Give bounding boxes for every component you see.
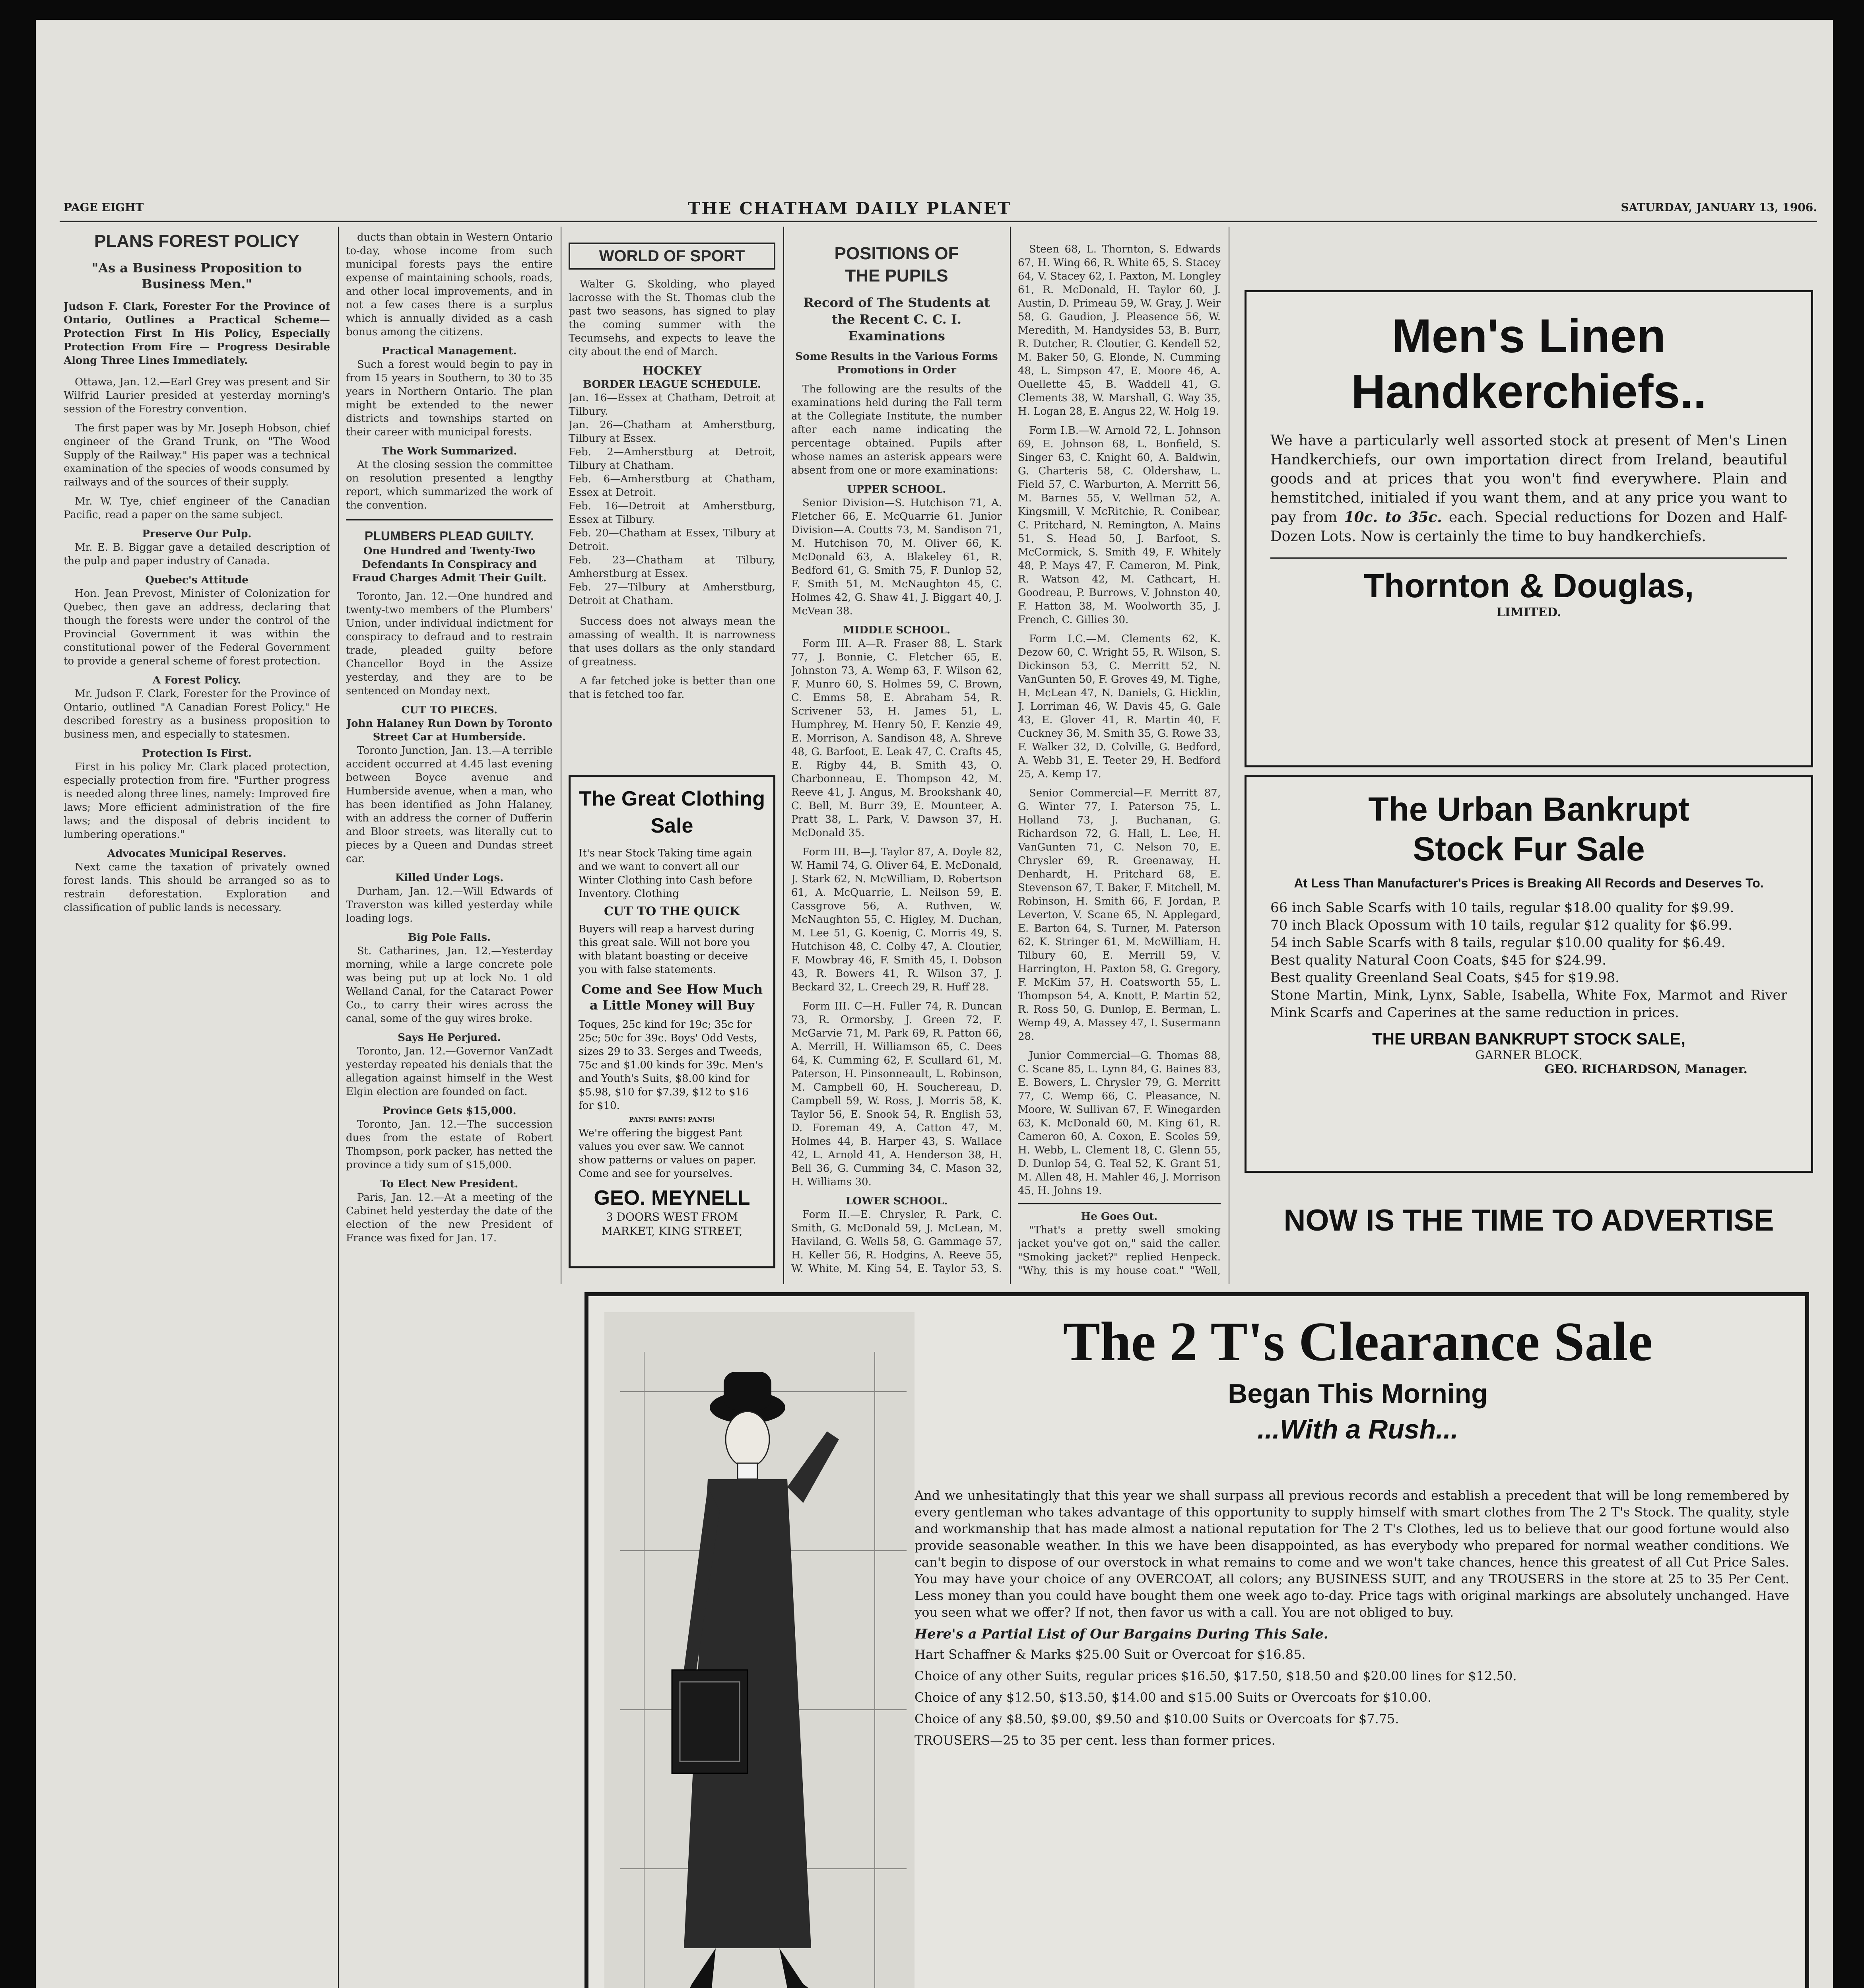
trudell-sub2: ...With a Rush... [1257,1414,1458,1444]
trudell-list-item: Choice of any other Suits, regular prices $16.50, $17.50, $18.50 and $20.00 lines for $12.50. [915,1668,1517,1683]
paper-title: THE CHATHAM DAILY PLANET [688,199,1012,218]
article-paragraph: At the closing session the committee on resolution presented a lengthy report, which summarized the work of the convention. [346,459,553,511]
article-paragraph: Next came the taxation of privately owned forest lands. This should be arranged so as to restrain deforestation. Exploration and classification of public lands is necessary. [64,861,330,914]
meynell-title: The Great Clothing Sale [579,787,765,837]
thornton-ad [1245,290,1813,767]
article-paragraph: The first paper was by Mr. Joseph Hobson, chief engineer of the Grand Trunk, on "The Wood Supply of the Railway." His paper was a technical examination of the species of woods consumed by railways and of the sources of their supply. [64,422,330,488]
article-paragraph: Success does not always mean the amassing of wealth. It is narrowness that uses dollars as the only standard of greatness. [569,615,775,668]
article-paragraph: Such a forest would begin to pay in from 15 years in Southern, to 30 to 35 years in Northern Ontario. The plan might be extended to the newer districts and townships started on their career with municipal forests. [346,359,553,438]
article-headline: PLANS FOREST POLICY [94,231,299,251]
article-subhead: Advocates Municipal Reserves. [107,848,287,860]
trudell-list [915,1644,1789,1751]
schedule-item: Feb. 16—Detroit at Amherstburg, Essex at Tilbury. [569,500,775,526]
article-paragraph: Mr. W. Tye, chief engineer of the Canadian Pacific, read a paper on the same subject. [64,495,330,521]
trudell-body-block [915,1487,1789,1972]
article-subhead: Killed Under Logs. [395,872,504,884]
pupils-headline: POSITIONS OF [834,244,959,263]
results-list: Form I.C.—M. Clements 62, K. Dezow 60, C. Wright 55, R. Wilson, S. Dickinson 53, C. Merritt 52, N. VanGunten 50, F. Groves 49, M. Tighe, H. McLean 47, N. Daniels, G. Hicklin, J. Lorriman 46, W. Davis 45, G. Gale 43, E. Glover 41, R. Martin 40, F. Cuckney 36, M. Smith 35, G. Rowe 33, F. Walker 32, D. Colville, G. Bedford, A. Webb 31, E. Teeter 29, H. Bedford 25, A. Kemp 17. [1018,633,1221,780]
joke-title: He Goes Out. [1081,1211,1158,1223]
article-paragraph: Ottawa, Jan. 12.—Earl Grey was present and Sir Wilfrid Laurier presided at yesterday morning's session of the Forestry convention. [64,376,330,415]
meynell-pants: PANTS! PANTS! PANTS! [629,1116,715,1123]
trudell-list-item: Choice of any $12.50, $13.50, $14.00 and $15.00 Suits or Overcoats for $10.00. [915,1690,1432,1705]
meynell-body: Buyers will reap a harvest during this great sale. Will not bore you with blatant boasting or deceive you with false statements. [579,923,754,976]
urban-footer-title: THE URBAN BANKRUPT STOCK SALE, [1372,1029,1685,1048]
trudell-ad [584,1292,1809,1988]
article-subhead: Big Pole Falls. [408,932,491,944]
article-paragraph: St. Catharines, Jan. 12.—Yesterday morning, while a large concrete pole was being put up at lock No. 1 old Welland Canal, for the Cataract Power Co., to carry their wires across the canal, some of the guy wires broke. [346,945,553,1025]
results-list: Form I.B.—W. Arnold 72, L. Johnson 69, E. Johnson 68, L. Bonfield, S. Singer 63, C. Knight 60, A. Baldwin, G. Charteris 58, C. Oldershaw, L. Field 57, C. Warburton, A. Merritt 56, M. Barnes 55, V. Wellman 52, A. Kingsmill, V. McRitchie, R. Conibear, C. Pritchard, N. Remington, A. Mains 51, S. Head 50, J. Barfoot, S. McCormick, S. Smith 49, F. Whitely 48, P. Mays 47, F. Cameron, M. Pink, R. Watson 42, M. Cathcart, H. Goodreau, P. Burrows, V. Johnston 40, F. Hatton 38, M. Woolworth 35, J. French, C. Gillies 30. [1018,425,1221,626]
article-paragraph: ducts than obtain in Western Ontario to-day, whose income from such municipal forests pays the entire expense of maintaining schools, roads, and other local improvements, and in not a few cases there is a surplus which is annually divided as a cash bonus among the citizens. [346,231,553,338]
thornton-body-text-2: each. Special reductions for Dozen and Half-Dozen Lots. Now is certainly the time to buy handkerchiefs. [1270,509,1788,545]
meynell-intro: It's near Stock Taking time again and we want to convert all our Winter Clothing into Cash before Inventory. Clothing [579,847,753,900]
thornton-body-text: We have a particularly well assorted stock at present of Men's Linen Handkerchiefs, our own importation direct from Ireland, beautiful goods and at prices that you won't find everywhere. Plain and hemstitched, initialed if you want them, and at any price you want to pay from [1270,433,1787,526]
results-list: Junior Commercial—G. Thomas 88, C. Scane 85, L. Lynn 84, G. Baines 83, E. Bowers, L. Chrysler 79, G. Merritt 77, C. Wemp 66, C. Pleasance, N. Moore, W. Sullivan 67, F. Winegarden 63, K. McDonald 60, M. King 61, R. Cameron 60, A. Coxon, E. Scoles 59, H. Webb, L. Clement 18, C. Glenn 55, D. Dunlop 54, G. Teal 52, K. Grant 51, M. Allen 48, H. Mahler 46, J. Morrison 45, H. Johns 19. [1018,1050,1221,1197]
schedule-list [569,391,775,608]
joke-text: "That's a pretty swell smoking jacket you've got on," said the caller. "Smoking jacket?" replied Henpeck. "Why, this is my house coat." "Well, [1018,1224,1221,1276]
article-paragraph: Durham, Jan. 12.—Will Edwards of Traverston was killed yesterday while loading logs. [346,885,553,924]
article-subhead: CUT TO PIECES. [401,704,497,716]
thornton-limited: LIMITED. [1496,606,1561,619]
school-heading: LOWER SCHOOL. [845,1195,948,1207]
masthead-rule [60,221,1817,222]
trudell-list-item: Choice of any $8.50, $9.00, $9.50 and $10.00 Suits or Overcoats for $7.75. [915,1711,1399,1726]
thornton-price: 10c. to 35c. [1344,509,1442,526]
trudell-list-item: Hart Schaffner & Marks $25.00 Suit or Overcoat for $16.85. [915,1647,1306,1662]
meynell-prices: Toques, 25c kind for 19c; 35c for 25c; 50c for 39c. Boys' Odd Vests, sizes 29 to 33. Serges and Tweeds, 75c and $1.00 kinds for 39c. Men's and Youth's Suits, $8.00 kind for $5.98, $10 for $7.39, $12 to $16 for $10. [579,1019,763,1112]
results-list: Senior Division—S. Hutchison 71, A. Fletcher 66, E. McQuarrie 61. Junior Division—A. Coutts 73, M. Sandison 71, M. Hutchison 70, M. Oliver 66, K. McDonald 63, A. Blakeley 61, R. Bedford 61, G. Smith 75, F. Dunlop 52, F. Smith 51, M. McNaughton 45, C. Holmes 42, G. Shaw 41, J. Biggart 40, J. McVean 38. [791,497,1002,617]
article-subhead: A Forest Policy. [152,674,241,686]
meynell-address: 3 DOORS WEST FROM MARKET, KING STREET, [601,1210,743,1238]
urban-tagline: At Less Than Manufacturer's Prices is Breaking All Records and Deserves To. [1294,876,1764,890]
article-subhead: Quebec's Attitude [145,574,249,586]
meynell-pants-body: We're offering the biggest Pant values you ever saw. We cannot show patterns or values on paper. Come and see for yourselves. [579,1127,756,1180]
trudell-body: And we unhesitatingly that this year we shall surpass all previous records and establish a precedent that will be long remembered by every gentleman who takes advantage of this opportunity to supply himself with smart clothes from The 2 T's Stock. The quality, style and workmanship that has made almost a national reputation for The 2 T's Clothes, led us to believe that our good fortune would also provide seasonable weather. In this we have been disappointed, as has everybody who prepared for normal weather conditions. We can't begin to dispose of our overstock in what remains to come and we won't take chances, hence this greatest of all Cut Price Sales. You may have your choice of any OVERCOAT, all colors; any BUSINESS SUIT, and any TROUSERS in the store at 25 to 35 Per Cent. Less money than you could have bought them one week ago to-day. Price tags with original markings are absolutely unchanged. Have you seen what we offer? If not, then favor us with a call. You are not obliged to buy. [915,1488,1789,1620]
issue-date: SATURDAY, JANUARY 13, 1906. [1621,201,1817,214]
article-paragraph: Toronto Junction, Jan. 13.—A terrible accident occurred at 4.45 last evening between Boyce avenue and Humberside avenue, when a man, who has been identified as John Halaney, with an address the corner of Dufferin and Bloor streets, was literally cut to pieces by a Queen and Dundas street car. [346,745,553,865]
urban-items [1270,899,1787,1021]
overcoat-man-icon [604,1312,915,1988]
trudell-title: The 2 T's Clearance Sale [1063,1311,1653,1373]
sports-headline: WORLD OF SPORT [569,243,775,270]
urban-footer-manager: GEO. RICHARDSON, Manager. [1544,1062,1748,1076]
results-list: Form III. B—J. Taylor 87, A. Doyle 82, W. Hamil 74, G. Oliver 64, E. McDonald, J. Stark 62, N. McWilliam, D. Robertson 61, A. McQuarrie, L. Neilson 59, E. Cassgrove 56, A. Ruthven, W. McNaughton 55, C. Higley, M. Duchan, M. Lee 51, G. Koenig, C. Morris 49, S. Hutchison 48, C. Colby 47, A. Cloutier, F. Mowbray 46, F. Smith 45, I. Dobson 43, R. Bowers 41, R. Wilson 37, J. Beckard 32, L. Creech 29, R. Huff 28. [791,846,1002,993]
article-subhead: To Elect New President. [380,1178,518,1190]
gentleman-illustration [604,1312,915,1988]
urban-item: 54 inch Sable Scarfs with 8 tails, regular $10.00 quality for $6.49. [1270,935,1726,951]
article-paragraph: Hon. Jean Prevost, Minister of Colonization for Quebec, then gave an address, declaring that though the forests were under the control of the Provincial Government it was within the constitutional power of the Federal Government to provide a general scheme of forest protection. [64,588,330,667]
article-subhead: Preserve Our Pulp. [142,528,252,540]
news-column-2 [346,231,553,1988]
article-subhead: Protection Is First. [142,747,252,759]
results-list: Steen 68, L. Thornton, S. Edwards 67, H. Wing 66, R. White 65, S. Stacey 64, V. Stacey 62, I. Paxton, M. Longley 61, R. McDonald, H. Taylor 60, J. Austin, D. Primeau 59, W. Gray, J. Weir 58, G. Gaudion, J. Pleasence 56, W. Meredith, M. Handysides 53, B. Burr, R. Dutcher, R. Cloutier, G. Kendell 52, M. Baker 50, G. Elonde, N. Cumming 48, L. Simpson 47, E. Moore 46, A. Ouellette 45, B. Waddell 41, G. Clements 38, W. Marshall, G. Way 35, H. Logan 28, E. Angus 22, W. Holg 19. [1018,243,1221,417]
article-subhead: The Work Summarized. [381,445,517,457]
article-subhead: Province Gets $15,000. [382,1105,516,1117]
article-deck: John Halaney Run Down by Toronto Street Car at Humberside. [346,718,553,743]
urban-footer-block: GARNER BLOCK. [1475,1048,1582,1062]
urban-item: 66 inch Sable Scarfs with 10 tails, regular $18.00 quality for $9.99. [1270,900,1734,916]
article-paragraph: Toronto, Jan. 12.—One hundred and twenty-two members of the Plumbers' Union, under individual indictment for conspiracy to defraud and to restrain trade, pleaded guilty before Chancellor Boyd in the Assize yesterday, and they are to be sentenced on Monday next. [346,590,553,697]
article-paragraph: First in his policy Mr. Clark placed protection, especially protection from fire. "Further progress is needed along three lines, namely: Improved fire laws; More efficient administration of the fire laws; and the disposal of debris incident to lumbering operations." [64,761,330,841]
thornton-body [1270,431,1787,546]
column-divider [338,227,339,1988]
urban-item: Stone Martin, Mink, Lynx, Sable, Isabella, White Fox, Marmot and River Mink Scarfs and Caperines at the same reduction in prices. [1270,987,1787,1021]
schedule-item: Jan. 16—Essex at Chatham, Detroit at Tilbury. [569,392,775,417]
results-list: Senior Commercial—F. Merritt 87, G. Winter 77, I. Paterson 75, L. Holland 73, J. Buchanan, G. Richardson 72, G. Hall, L. Lee, H. VanGunten 71, C. Nelson 70, E. Chrysler 69, R. Greenaway, H. Denhardt, H. Pritchard 68, E. Stevenson 67, T. Baker, F. Mitchell, M. Robinson, H. Smith 66, F. Jordan, P. Leverton, V. Scane 65, N. Applegard, E. Barton 64, S. Turner, M. Paterson 62, K. Stringer 61, M. McWilliam, H. Tilbury 60, E. Merrill 59, V. Harrington, H. Paxton 58, G. Gregory, F. McKim 57, H. Coatsworth 55, L. Thompson 54, A. Knott, P. Martin 52, R. Ross 50, G. Dunlop, E. Berman, L. Wemp 49, A. Massey 47, I. Susermann 28. [1018,787,1221,1043]
trudell-list-head: Here's a Partial List of Our Bargains During This Sale. [915,1626,1328,1642]
school-heading: UPPER SCHOOL. [847,483,946,495]
urban-title-2: Stock Fur Sale [1413,830,1645,868]
column-divider [783,227,784,1284]
schedule-item: Feb. 27—Tilbury at Amherstburg, Detroit at Chatham. [569,581,775,607]
trudell-sub1: Began This Morning [1228,1378,1488,1409]
article-deck: "As a Business Proposition to Business Men." [91,260,302,291]
school-heading: MIDDLE SCHOOL. [843,624,950,636]
results-list: Form III. A—R. Fraser 88, L. Stark 77, J. Bonnie, C. Fletcher 65, E. Johnston 73, A. Wemp 63, F. Wilson 62, F. Munro 60, S. Holmes 59, C. Brown, C. Emms 58, E. Abraham 54, R. Scrivener 53, H. James 51, L. Humphrey, M. Henry 50, F. Kenzie 49, E. Morrison, A. Sandison 48, A. Shreve 48, G. Barfoot, E. Leak 47, C. Crafts 45, E. Rigby 44, B. Smith 43, O. Charbonneau, E. Thompson 42, M. Reeve 41, J. Angus, M. Brookshank 40, C. Bell, M. Burr 39, E. Mounteer, A. Pratt 38, L. Park, V. Dawson 37, H. McDonald 35. [791,638,1002,839]
article-paragraph: Walter G. Skolding, who played lacrosse with the St. Thomas club the past two seasons, has signed to play the coming summer with the Tecumsehs, and expects to leave the city about the end of March. [569,278,775,358]
schedule-item: Feb. 2—Amherstburg at Detroit, Tilbury at Chatham. [569,446,775,472]
thornton-firm: Thornton & Douglas, [1363,567,1694,604]
meynell-come: Come and See How Much a Little Money will Buy [581,982,763,1013]
pupils-article [791,243,1002,1276]
meynell-ad [569,775,775,1268]
pupils-deck-2: Some Results in the Various Forms Promotions in Order [795,351,998,376]
trudell-list-item: TROUSERS—25 to 35 per cent. less than former prices. [915,1733,1276,1748]
thornton-title: Men's Linen [1392,309,1666,363]
pupils-deck: Record of The Students at the Recent C. C. I. Examinations [803,295,990,344]
results-list: Form III. C—H. Fuller 74, R. Duncan 73, R. Ormorsby, J. Green 72, F. McGarvie 71, M. Park 69, R. Patton 66, A. Merrill, H. Williamson 65, C. Dees 64, K. Cumming 62, F. Scullard 61, M. Paterson, H. Pinsonneault, L. Robinson, M. Campbell 60, H. Souchereau, D. Campbell 59, W. Ross, J. Morris 58, K. Taylor 56, E. Snook 54, R. English 53, D. Foreman 49, A. Catton 47, M. Holmes 44, B. Harper 43, S. Wallace 42, L. Arnold 41, A. Henderson 38, H. Bell 36, G. Cumming 34, C. Mason 32, H. Williams 30. [791,1000,1002,1188]
newspaper-page [36,20,1833,1988]
article-subhead: BORDER LEAGUE SCHEDULE. [583,379,761,390]
pupils-continued [1018,243,1221,1276]
article-paragraph: Paris, Jan. 12.—At a meeting of the Cabinet held yesterday the date of the election of the new President of France was fixed for Jan. 17. [346,1192,553,1244]
urban-item: 70 inch Black Opossum with 10 tails, regular $12 quality for $6.99. [1270,917,1732,933]
article-paragraph: The following are the results of the examinations held during the Fall term at the Collegiate Institute, the number after each name indicating the percentage obtained. Pupils after whose names an asterisk appears were absent from one or more examinations: [791,383,1002,476]
schedule-item: Jan. 26—Chatham at Amherstburg, Tilbury at Essex. [569,419,775,445]
meynell-name: GEO. MEYNELL [594,1186,750,1209]
page-label: PAGE EIGHT [64,201,144,214]
advertise-banner: NOW IS THE TIME TO ADVERTISE [1283,1204,1774,1237]
sports-column [569,243,775,767]
plumbers-headline: PLUMBERS PLEAD GUILTY. [364,529,534,543]
schedule-item: Feb. 23—Chatham at Tilbury, Amherstburg at Essex. [569,554,775,580]
article-paragraph: Mr. Judson F. Clark, Forester for the Province of Ontario, outlined "A Canadian Forest Policy." He described forestry as a business proposition to business men, and especially to statesmen. [64,688,330,740]
schedule-item: Feb. 20—Chatham at Essex, Tilbury at Detroit. [569,527,775,553]
urban-ad [1245,775,1813,1173]
article-subhead: Says He Perjured. [398,1032,501,1044]
article-paragraph: Toronto, Jan. 12.—The succession dues from the estate of Robert Thompson, pork packer, has netted the province a tidy sum of $15,000. [346,1118,553,1171]
article-subhead: Practical Management. [382,345,517,357]
thornton-title-2: Handkerchiefs.. [1351,365,1707,418]
urban-title: The Urban Bankrupt [1368,790,1689,828]
article-paragraph: Mr. E. B. Biggar gave a detailed description of the pulp and paper industry of Canada. [64,542,330,567]
column-divider [1010,227,1011,1284]
forest-article [64,231,330,1988]
meynell-cut: CUT TO THE QUICK [604,905,740,918]
urban-item: Best quality Natural Coon Coats, $45 for $24.99. [1270,952,1606,968]
article-paragraph: A far fetched joke is better than one that is fetched too far. [569,675,775,701]
article-summary: Judson F. Clark, Forester For the Province of Ontario, Outlines a Practical Scheme—Protection First In His Policy, Especially Protection From Fire — Progress Desirable Along Three Lines Immediately. [64,301,330,367]
urban-item: Best quality Greenland Seal Coats, $45 for $19.98. [1270,970,1619,986]
plumbers-deck: One Hundred and Twenty-Two Defendants In Conspiracy and Fraud Charges Admit Their Guilt. [352,545,547,584]
pupils-headline-2: THE PUPILS [845,266,948,285]
article-paragraph: Toronto, Jan. 12.—Governor VanZadt yesterday repeated his denials that the allegation against himself in the West Elgin election are founded on fact. [346,1045,553,1098]
results-list: Form II.—E. Chrysler, R. Park, C. Smith, G. McDonald 59, J. McLean, M. Haviland, G. Wells 58, G. Gammage 57, H. Keller 56, R. Hodgins, A. Reeve 55, W. White, M. King 54, E. Taylor 53, S. [791,1209,1002,1275]
article-subhead: HOCKEY [642,364,702,378]
schedule-item: Feb. 6—Amherstburg at Chatham, Essex at Detroit. [569,473,775,499]
